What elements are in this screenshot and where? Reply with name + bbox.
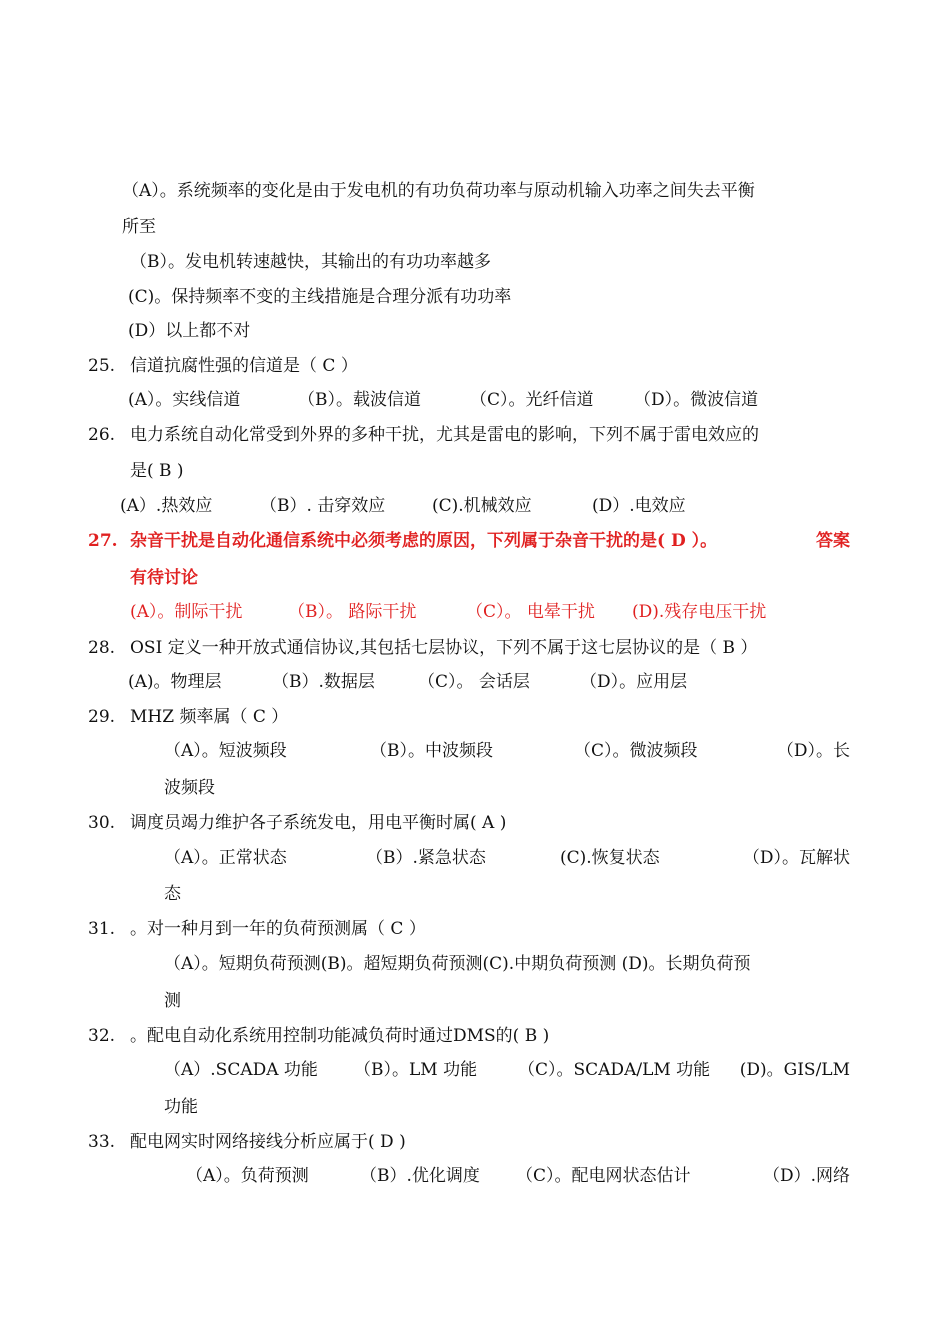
- q26-option-b: （B）. 击穿效应: [260, 496, 386, 516]
- q32-option-b: （B）。LM 功能: [354, 1060, 478, 1080]
- question-31: [88, 918, 426, 940]
- q31-options-line2: 测: [164, 991, 181, 1011]
- answer-note: 答案: [816, 531, 850, 551]
- q27-option-c: （C）。 电晕干扰: [466, 602, 595, 622]
- q29-option-c: （C）。微波频段: [574, 741, 698, 761]
- q32-option-d-line2: 功能: [164, 1097, 198, 1117]
- q29-option-b: （B）。中波频段: [370, 741, 493, 761]
- q32-option-d: (D)。GIS/LM: [739, 1060, 850, 1080]
- question-number: 29.: [88, 707, 116, 727]
- q33-option-a: （A）。负荷预测: [186, 1166, 309, 1186]
- question-text: 配电网实时网络接线分析应属于( D ): [130, 1132, 406, 1152]
- q33-option-d: （D）.网络: [762, 1166, 850, 1186]
- q33-option-b: （B）.优化调度: [360, 1166, 480, 1186]
- q24-option-b: （B）。发电机转速越快，其输出的有功功率越多: [130, 252, 491, 272]
- question-30: [88, 812, 506, 834]
- q30-option-d-line2: 态: [164, 884, 181, 904]
- question-text: OSI 定义一种开放式通信协议,其包括七层协议，下列不属于这七层协议的是（ B ）: [130, 638, 758, 658]
- question-33: [88, 1131, 406, 1153]
- question-text: 。配电自动化系统用控制功能减负荷时通过DMS的( B ): [130, 1026, 550, 1046]
- q27-option-d: (D).残存电压干扰: [632, 602, 767, 622]
- question-number: 30.: [88, 813, 116, 833]
- question-text-line1: 杂音干扰是自动化通信系统中必须考虑的原因，下列属于杂音干扰的是( D ）。: [130, 531, 718, 551]
- question-text: 。对一种月到一年的负荷预测属（ C ）: [130, 919, 426, 939]
- q26-option-d: (D）.电效应: [592, 496, 686, 516]
- q28-option-b: （B）.数据层: [272, 672, 375, 692]
- q26-option-c: (C).机械效应: [432, 496, 532, 516]
- question-26: [88, 424, 759, 446]
- q29-option-a: （A）。短波频段: [164, 741, 287, 761]
- question-text: 调度员竭力维护各子系统发电，用电平衡时属( A ): [130, 813, 507, 833]
- q25-option-a: (A）。实线信道: [128, 390, 241, 410]
- q24-option-a-line2: 所至: [122, 217, 156, 237]
- question-25: [88, 355, 358, 377]
- question-text-line1: 电力系统自动化常受到外界的多种干扰，尤其是雷电的影响，下列不属于雷电效应的: [130, 425, 759, 445]
- q26-option-a: (A）.热效应: [120, 496, 213, 516]
- q29-option-d-line2: 波频段: [164, 778, 215, 798]
- question-text: MHZ 频率属（ C ）: [130, 707, 289, 727]
- question-number: 25.: [88, 356, 116, 376]
- question-number: 27.: [88, 531, 118, 551]
- q24-option-a-line1: （A）。系统频率的变化是由于发电机的有功负荷功率与原动机输入功率之间失去平衡: [122, 181, 755, 201]
- q31-options-line1: （A）。短期负荷预测(B)。超短期负荷预测(C).中期负荷预测 (D)。长期负荷预: [164, 954, 751, 974]
- q25-option-d: （D）。微波信道: [634, 390, 759, 410]
- question-27: [88, 530, 850, 552]
- q28-option-a: (A)。物理层: [128, 672, 222, 692]
- q28-option-d: （D）。应用层: [580, 672, 688, 692]
- question-number: 33.: [88, 1132, 116, 1152]
- q30-option-d: （D）。瓦解状: [742, 848, 850, 868]
- q25-option-c: （C）。光纤信道: [470, 390, 594, 410]
- q27-option-a: (A）。制际干扰: [130, 602, 243, 622]
- question-number: 31.: [88, 919, 116, 939]
- q32-option-c: （C）。SCADA/LM 功能: [518, 1060, 711, 1080]
- question-number: 28.: [88, 638, 116, 658]
- question-29: [88, 706, 288, 728]
- q30-option-a: （A）。正常状态: [164, 848, 287, 868]
- question-number: 26.: [88, 425, 116, 445]
- question-number: 32.: [88, 1026, 116, 1046]
- question-32: [88, 1025, 549, 1047]
- question-text: 信道抗腐性强的信道是（ C ）: [130, 356, 358, 376]
- q32-option-a: （A）.SCADA 功能: [164, 1060, 318, 1080]
- q33-option-c: （C）。配电网状态估计: [516, 1166, 691, 1186]
- q30-option-b: （B）.紧急状态: [366, 848, 486, 868]
- q24-option-c: (C)。保持频率不变的主线措施是合理分派有功功率: [128, 287, 512, 307]
- question-28: [88, 637, 757, 659]
- q30-option-c: (C).恢复状态: [560, 848, 660, 868]
- q24-option-d: (D）以上都不对: [128, 321, 251, 341]
- q28-option-c: （C）。 会话层: [418, 672, 530, 692]
- q27-option-b: （B）。 路际干扰: [288, 602, 417, 622]
- answer-note-line2: 有待讨论: [130, 568, 198, 588]
- q25-option-b: （B）。载波信道: [298, 390, 421, 410]
- q29-option-d: （D）。长: [776, 741, 850, 761]
- q26-text-line2: 是( B ): [130, 461, 184, 481]
